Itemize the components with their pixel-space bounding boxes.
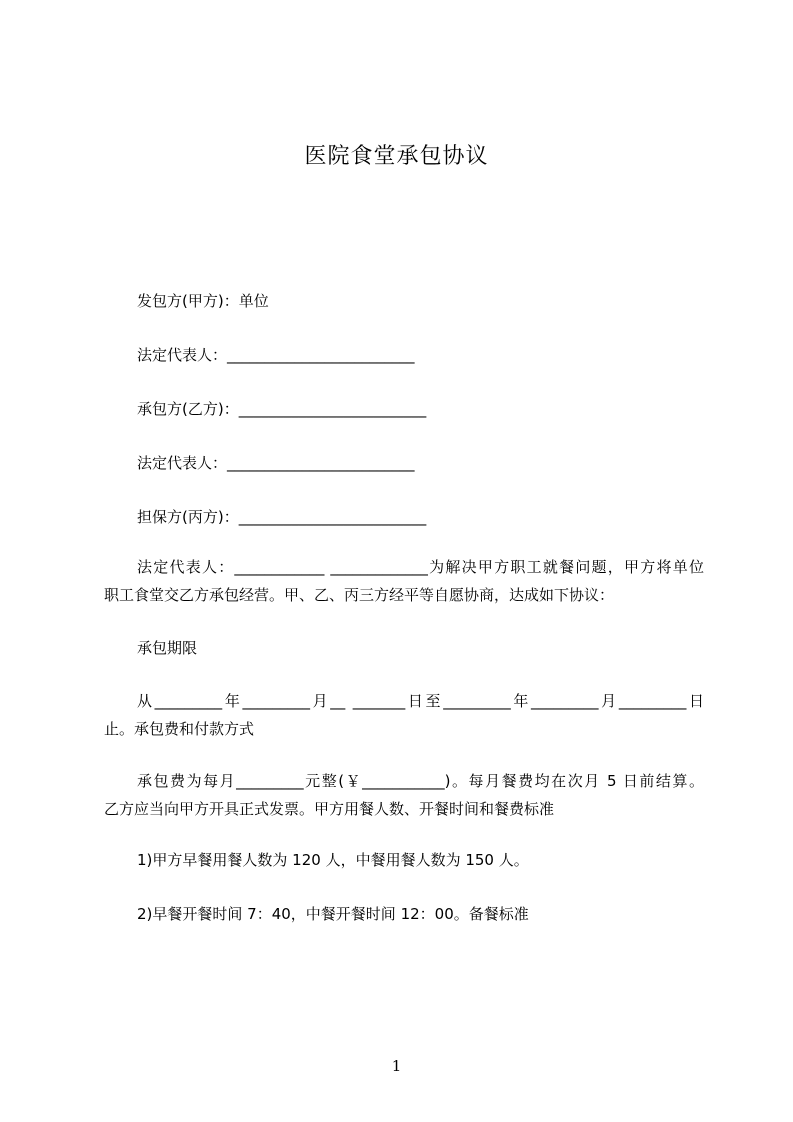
fee-line-2: 乙方应当向甲方开具正式发票。甲方用餐人数、开餐时间和餐费标准 [104,800,555,818]
fee-paragraph [104,767,704,823]
document-title: 医院食堂承包协议 [304,144,489,169]
term-line-2: 止。承包费和付款方式 [104,720,255,738]
term-heading: 承包期限 [137,639,198,657]
list-item-2: 2)早餐开餐时间 7：40，中餐开餐时间 12：00。备餐标准 [137,905,529,923]
legal-rep-a-line: 法定代表人：_________________________ [137,346,415,364]
party-b-line: 承包方(乙方)：_________________________ [137,400,427,418]
party-a-line: 发包方(甲方)：单位 [137,292,269,310]
legal-rep-b-line: 法定代表人：_________________________ [137,454,415,472]
term-line-1: 从_________年_________月__ _______日至_________年_________月_________日 [137,692,704,710]
fee-line-1: 承包费为每月_________元整(￥___________)。每月餐费均在次月 5 日前结算。 [137,772,704,790]
term-paragraph [104,687,704,743]
guarantor-line: 担保方(丙方)：_________________________ [137,508,427,526]
list-item-1: 1)甲方早餐用餐人数为 120 人，中餐用餐人数为 150 人。 [137,851,529,869]
intro-paragraph [104,553,704,609]
page-number: 1 [391,1057,402,1075]
intro-line-1: 法定代表人：____________ _____________为解决甲方职工就餐问题，甲方将单位 [137,558,704,576]
intro-line-2: 职工食堂交乙方承包经营。甲、乙、丙三方经平等自愿协商，达成如下协议： [104,586,615,604]
